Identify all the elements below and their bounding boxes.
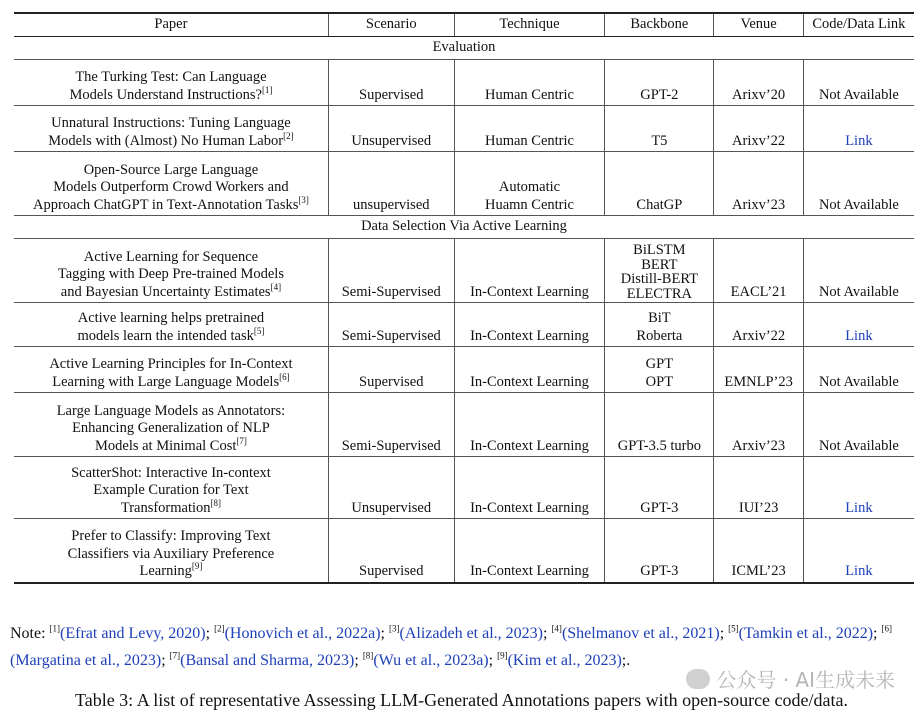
paper-title bbox=[14, 347, 328, 393]
table-row bbox=[14, 106, 914, 152]
technique-cell bbox=[454, 393, 605, 457]
reference-marker: [7] bbox=[236, 435, 247, 446]
technique-cell bbox=[454, 152, 605, 216]
backbone-line: GPT-3 bbox=[640, 563, 679, 579]
note-reference-marker: [1] bbox=[49, 623, 61, 634]
paper-title bbox=[14, 106, 328, 152]
note-reference-marker: [9] bbox=[497, 650, 508, 661]
paper-title bbox=[14, 457, 328, 519]
backbone-line: GPT bbox=[645, 356, 674, 372]
note-reference-marker: [7] bbox=[169, 650, 181, 661]
technique-line: Huamn Centric bbox=[484, 196, 574, 213]
technique-line: In-Context Learning bbox=[470, 373, 589, 390]
backbone-line: BERT bbox=[641, 256, 678, 273]
paper-title-line: Models Understand Instructions? bbox=[69, 86, 262, 103]
backbone-line: GPT-2 bbox=[640, 86, 679, 103]
backbone-line: ELECTRA bbox=[626, 285, 692, 302]
watermark-text: 公众号 · AI生成未来 bbox=[716, 668, 895, 692]
paper-title-line: Large Language Models as Annotators: bbox=[56, 402, 286, 419]
wechat-icon bbox=[686, 669, 710, 689]
scenario-cell: Supervised bbox=[328, 347, 454, 393]
venue-cell: Arixv’20 bbox=[714, 60, 803, 106]
technique-cell bbox=[454, 106, 605, 152]
papers-table bbox=[14, 12, 914, 584]
technique-line: In-Context Learning bbox=[470, 437, 589, 454]
table-caption: Table 3: A list of representative Assessing LLM-Generated Annotations papers with open-source code/data. bbox=[74, 690, 849, 710]
header-paper: Paper bbox=[14, 13, 328, 37]
venue-cell: IUI’23 bbox=[714, 457, 803, 519]
venue-cell: Arxiv’22 bbox=[714, 303, 803, 347]
technique-cell bbox=[454, 457, 605, 519]
note-reference-marker: [6] bbox=[881, 623, 892, 634]
table-row bbox=[14, 457, 914, 519]
backbone-line: Distill-BERT bbox=[620, 271, 698, 287]
backbone-cell bbox=[605, 60, 714, 106]
header-scenario: Scenario bbox=[328, 13, 454, 37]
scenario-cell: Unsupervised bbox=[328, 106, 454, 152]
backbone-cell bbox=[605, 239, 714, 303]
code-link[interactable]: Link bbox=[845, 563, 873, 579]
paper-title-line: Prefer to Classify: Improving Text bbox=[71, 528, 271, 544]
table-row bbox=[14, 393, 914, 457]
scenario-cell: Supervised bbox=[328, 60, 454, 106]
paper-title-line: Active Learning Principles for In-Context bbox=[49, 356, 293, 372]
code-not-available: Not Available bbox=[818, 283, 899, 300]
paper-title-line: Learning with Large Language Models bbox=[52, 373, 280, 390]
code-link-cell bbox=[803, 457, 914, 519]
paper-title-line: Classifiers via Auxiliary Preference bbox=[67, 545, 275, 562]
paper-title bbox=[14, 393, 328, 457]
scenario-cell: unsupervised bbox=[328, 152, 454, 216]
scenario-cell: Semi-Supervised bbox=[328, 239, 454, 303]
backbone-line: Roberta bbox=[636, 327, 683, 344]
code-link[interactable]: Link bbox=[845, 132, 873, 149]
code-link-cell bbox=[803, 347, 914, 393]
technique-line: Human Centric bbox=[484, 132, 574, 149]
paper-title-line: Unnatural Instructions: Tuning Language bbox=[51, 115, 291, 131]
paper-title-line: Transformation bbox=[120, 499, 211, 516]
citation-link[interactable]: (Margatina et al., 2023) bbox=[10, 652, 162, 669]
venue-cell: Arixv’23 bbox=[714, 152, 803, 216]
technique-line: Automatic bbox=[498, 179, 561, 195]
backbone-cell bbox=[605, 393, 714, 457]
technique-cell bbox=[454, 239, 605, 303]
reference-marker: [4] bbox=[270, 281, 282, 292]
backbone-line: ChatGP bbox=[636, 196, 683, 213]
code-not-available: Not Available bbox=[818, 196, 899, 213]
code-link-cell bbox=[803, 106, 914, 152]
venue-cell: Arixv’22 bbox=[714, 106, 803, 152]
paper-title-line: Active Learning for Sequence bbox=[83, 248, 259, 265]
paper-title-line: Enhancing Generalization of NLP bbox=[72, 420, 270, 436]
header-venue: Venue bbox=[714, 13, 803, 37]
venue-cell: EMNLP’23 bbox=[714, 347, 803, 393]
code-not-available: Not Available bbox=[818, 373, 899, 390]
table-row bbox=[14, 347, 914, 393]
table-row bbox=[14, 60, 914, 106]
header-backbone: Backbone bbox=[605, 13, 714, 37]
paper-title-line: Tagging with Deep Pre-trained Models bbox=[57, 266, 284, 282]
backbone-line: BiLSTM bbox=[633, 242, 686, 258]
backbone-cell bbox=[605, 347, 714, 393]
reference-marker: [3] bbox=[298, 194, 309, 205]
backbone-line: GPT-3.5 turbo bbox=[617, 437, 701, 454]
table-body bbox=[14, 37, 914, 583]
backbone-line: BiT bbox=[648, 310, 671, 326]
code-link-cell bbox=[803, 393, 914, 457]
table-note: Note: [1](Efrat and Levy, 2020); [2](Honovich et al., 2022a); [3](Alizadeh et al., 2023); [4](Shelmanov et al., 2021); [5](Tamkin et al., 2022); [6](Margatina et al., 2023); [7](Bansal and Sharma, 2023); [8](Wu et al., 2023a); [9](Kim et al., 2023);. bbox=[10, 623, 892, 669]
backbone-cell bbox=[605, 106, 714, 152]
paper-title-line: Example Curation for Text bbox=[93, 482, 249, 498]
citation-link[interactable]: (Efrat and Levy, 2020) bbox=[60, 625, 206, 642]
backbone-line: T5 bbox=[651, 132, 668, 149]
technique-cell bbox=[454, 303, 605, 347]
reference-marker: [1] bbox=[261, 84, 273, 95]
watermark bbox=[686, 664, 895, 693]
citation-link[interactable]: (Shelmanov et al., 2021) bbox=[561, 625, 720, 642]
reference-marker: [2] bbox=[283, 130, 294, 141]
technique-line: In-Context Learning bbox=[470, 563, 589, 579]
technique-cell bbox=[454, 60, 605, 106]
scenario-cell: Semi-Supervised bbox=[328, 393, 454, 457]
citation-link[interactable]: (Honovich et al., 2022a) bbox=[224, 625, 381, 642]
section-title: Evaluation bbox=[14, 37, 914, 60]
paper-title-line: Models Outperform Crowd Workers and bbox=[53, 179, 289, 195]
reference-marker: [5] bbox=[253, 325, 265, 336]
paper-title bbox=[14, 519, 328, 583]
scenario-cell: Unsupervised bbox=[328, 457, 454, 519]
paper-title-line: Active learning helps pretrained bbox=[77, 310, 265, 326]
section-title: Data Selection Via Active Learning bbox=[14, 216, 914, 239]
citation-link[interactable]: (Kim et al., 2023) bbox=[507, 652, 622, 669]
section-row bbox=[14, 37, 914, 60]
venue-cell: EACL’21 bbox=[714, 239, 803, 303]
backbone-line: GPT-3 bbox=[640, 499, 679, 516]
code-link-cell bbox=[803, 519, 914, 583]
paper-title bbox=[14, 152, 328, 216]
technique-line: Human Centric bbox=[484, 86, 574, 103]
venue-cell: ICML’23 bbox=[714, 519, 803, 583]
table-row bbox=[14, 519, 914, 583]
code-link-cell bbox=[803, 152, 914, 216]
backbone-cell bbox=[605, 457, 714, 519]
paper-title-line: Open-Source Large Language bbox=[83, 161, 259, 178]
note-reference-marker: [8] bbox=[362, 650, 374, 661]
table-row bbox=[14, 239, 914, 303]
citation-link[interactable]: (Alizadeh et al., 2023) bbox=[399, 625, 543, 642]
paper-title-line: Approach ChatGPT in Text-Annotation Tasks bbox=[32, 196, 299, 213]
technique-line: In-Context Learning bbox=[470, 327, 589, 344]
technique-line: In-Context Learning bbox=[470, 283, 589, 300]
paper-title bbox=[14, 60, 328, 106]
code-link-cell bbox=[803, 303, 914, 347]
code-link-cell bbox=[803, 60, 914, 106]
scenario-cell: Supervised bbox=[328, 519, 454, 583]
scenario-cell: Semi-Supervised bbox=[328, 303, 454, 347]
paper-title-line: Models at Minimal Cost bbox=[95, 437, 237, 454]
backbone-line: OPT bbox=[645, 373, 674, 390]
citation-link[interactable]: (Bansal and Sharma, 2023) bbox=[180, 652, 355, 669]
paper-title bbox=[14, 303, 328, 347]
code-link[interactable]: Link bbox=[845, 327, 873, 344]
code-not-available: Not Available bbox=[818, 437, 899, 454]
note-reference-marker: [5] bbox=[728, 623, 739, 634]
table-row bbox=[14, 303, 914, 347]
backbone-cell bbox=[605, 152, 714, 216]
backbone-cell bbox=[605, 519, 714, 583]
venue-cell: Arxiv’23 bbox=[714, 393, 803, 457]
reference-marker: [9] bbox=[191, 561, 203, 572]
header-technique: Technique bbox=[454, 13, 605, 37]
note-reference-marker: [2] bbox=[214, 623, 225, 634]
reference-marker: [8] bbox=[210, 497, 222, 508]
note-reference-marker: [4] bbox=[551, 623, 562, 634]
technique-line: In-Context Learning bbox=[470, 499, 589, 516]
section-row bbox=[14, 216, 914, 239]
header-code-link: Code/Data Link bbox=[803, 13, 914, 37]
note-label: Note: bbox=[10, 625, 50, 642]
technique-cell bbox=[454, 519, 605, 583]
technique-cell bbox=[454, 347, 605, 393]
paper-title-line: models learn the intended task bbox=[77, 327, 254, 344]
paper-title bbox=[14, 239, 328, 303]
paper-title-line: Models with (Almost) No Human Labor bbox=[48, 132, 284, 149]
code-not-available: Not Available bbox=[818, 86, 899, 103]
paper-title-line: ScatterShot: Interactive In-context bbox=[71, 464, 271, 481]
reference-marker: [6] bbox=[279, 371, 290, 382]
backbone-cell bbox=[605, 303, 714, 347]
code-link-cell bbox=[803, 239, 914, 303]
paper-title-line: and Bayesian Uncertainty Estimates bbox=[60, 283, 271, 300]
citation-link[interactable]: (Tamkin et al., 2022) bbox=[738, 625, 874, 642]
citation-link[interactable]: (Wu et al., 2023a) bbox=[373, 652, 489, 669]
header-row bbox=[14, 13, 914, 37]
paper-title-line: Learning bbox=[139, 563, 192, 579]
table-row bbox=[14, 152, 914, 216]
code-link[interactable]: Link bbox=[845, 499, 873, 516]
note-reference-marker: [3] bbox=[388, 623, 400, 634]
paper-title-line: The Turking Test: Can Language bbox=[75, 69, 267, 85]
